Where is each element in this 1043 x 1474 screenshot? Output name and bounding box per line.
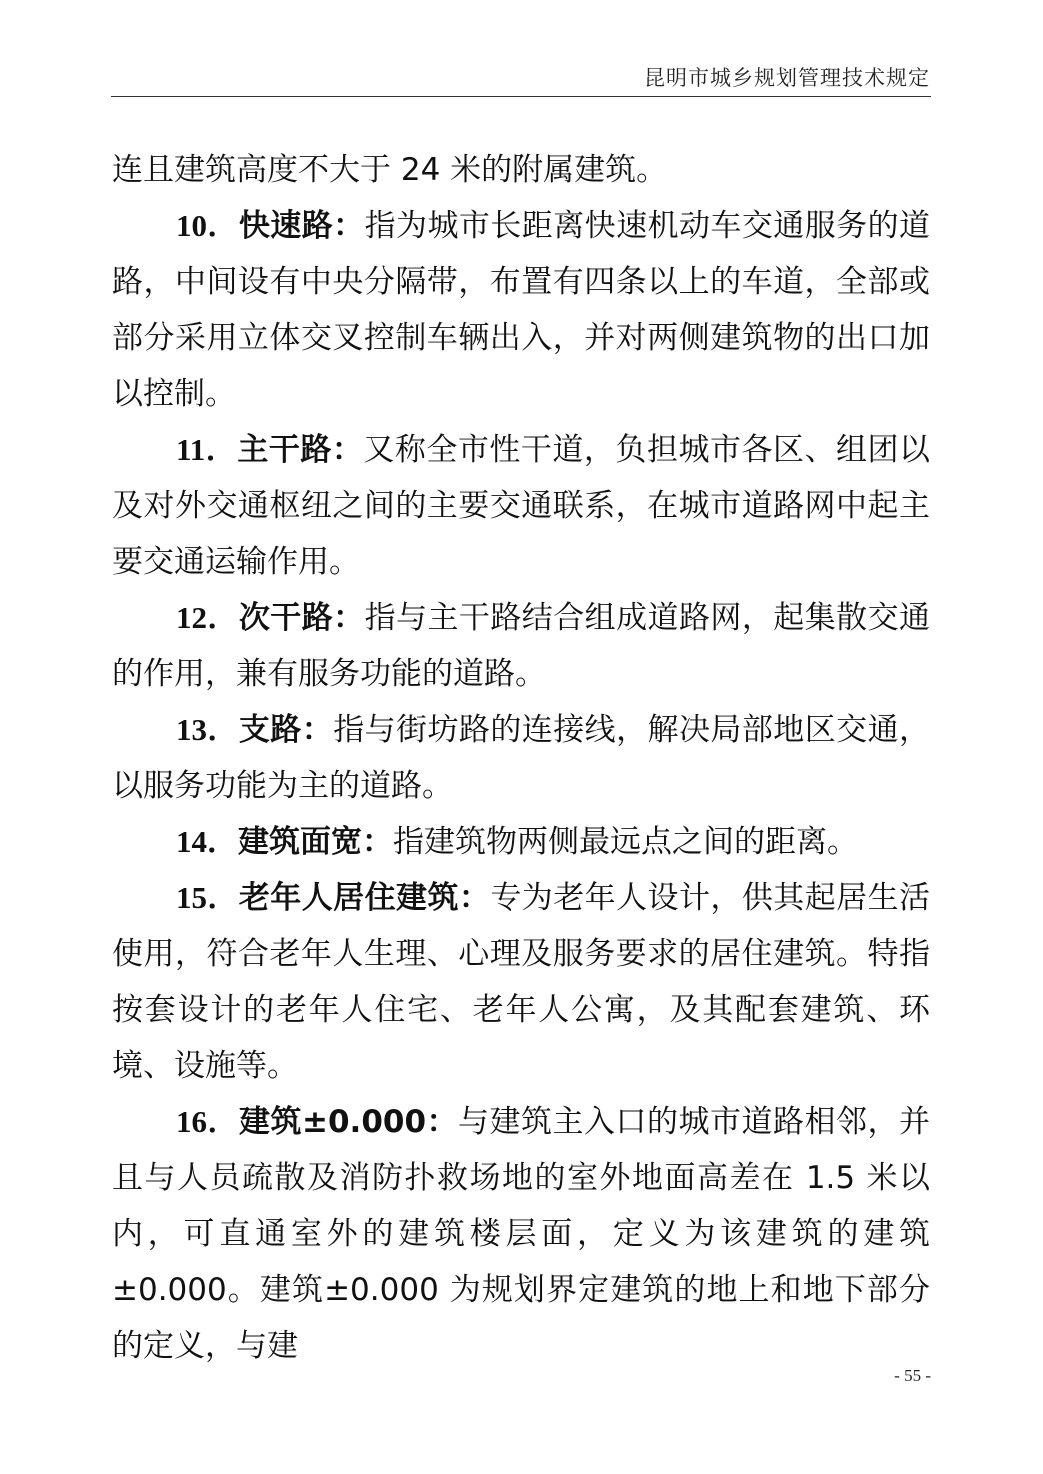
term-name: 建筑±0.000： (239, 1104, 459, 1140)
header-divider (111, 96, 931, 97)
term-name: 建筑面宽： (238, 824, 393, 860)
page-number: - 55 - (894, 1366, 931, 1385)
term-definition: 指与主干路结合组成道路网，起集散交通的作用，兼有服务功能的道路。 (112, 600, 931, 692)
term-definition: 与建筑主入口的城市道路相邻，并且与人员疏散及消防扑救场地的室外地面高差在 1.5 米以内，可直通室外的建筑楼层面，定义为该建筑的建筑±0.000。建筑±0.000 为规划界定建筑的地上和地下部分的定义，与建 (112, 1104, 931, 1364)
term-paragraph-11 (112, 422, 930, 590)
term-definition: 指与街坊路的连接线，解决局部地区交通，以服务功能为主的道路。 (112, 712, 931, 804)
term-definition: 又称全市性干道，负担城市各区、组团以及对外交通枢纽之间的主要交通联系，在城市道路网中起主要交通运输作用。 (112, 432, 931, 580)
continuation-paragraph: 连且建筑高度不大于 24 米的附属建筑。 (112, 152, 668, 188)
term-number: 10． (176, 208, 239, 243)
term-paragraph-12 (112, 590, 930, 702)
term-paragraph-14 (112, 814, 930, 870)
term-name: 支路： (238, 712, 334, 748)
document-body (112, 142, 930, 1374)
page-header-title: 昆明市城乡规划管理技术规定 (644, 66, 930, 90)
term-name: 老年人居住建筑： (238, 880, 491, 916)
term-paragraph-16 (112, 1094, 930, 1374)
term-name: 快速路： (238, 208, 365, 244)
term-number: 13． (176, 712, 239, 747)
term-definition: 指为城市长距离快速机动车交通服务的道路，中间设有中央分隔带，布置有四条以上的车道，全部或部分采用立体交叉控制车辆出入，并对两侧建筑物的出口加以控制。 (112, 208, 931, 412)
term-definition: 专为老年人设计，供其起居生活使用，符合老年人生理、心理及服务要求的居住建筑。特指按套设计的老年人住宅、老年人公寓，及其配套建筑、环境、设施等。 (112, 880, 931, 1084)
term-number: 11． (176, 432, 238, 467)
term-name: 主干路： (237, 432, 364, 468)
term-paragraph-15 (112, 870, 930, 1094)
term-number: 14． (176, 824, 238, 859)
term-paragraph-13 (112, 702, 930, 814)
term-number: 15． (176, 880, 239, 915)
term-number: 12． (176, 600, 239, 635)
term-paragraph-10 (112, 198, 930, 422)
term-definition: 指建筑物两侧最远点之间的距离。 (393, 824, 858, 860)
term-number: 16． (176, 1104, 239, 1139)
term-name: 次干路： (238, 600, 365, 636)
